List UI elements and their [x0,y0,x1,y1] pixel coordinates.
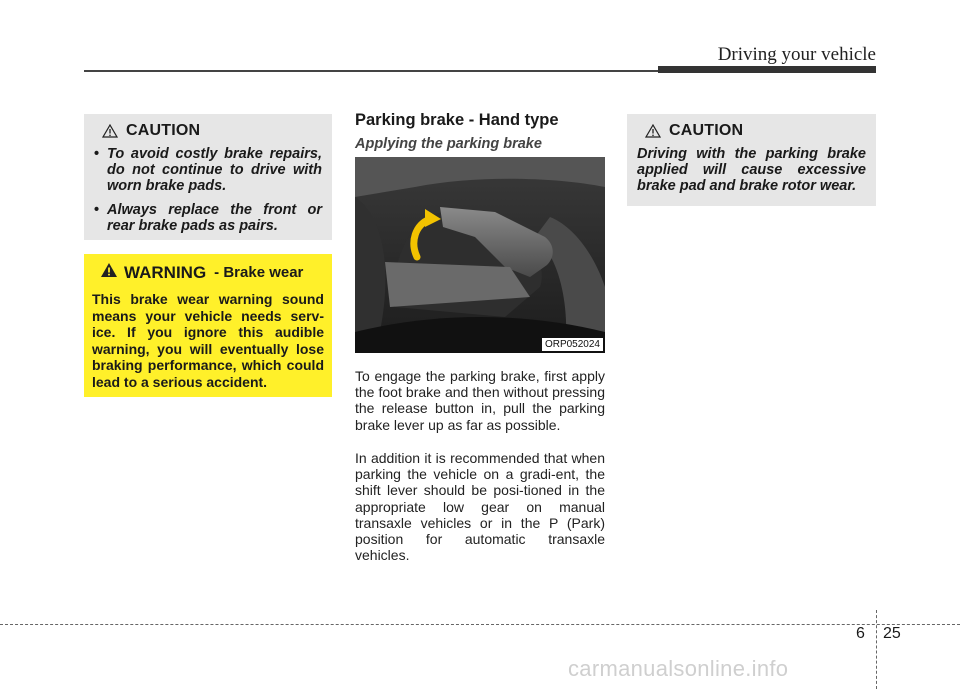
body-paragraph: In addition it is recommended that when parking the vehicle on a gradi-ent, the shift lever should be posi-tioned in the appropriate low gear on manual transaxle vehicles or in the P (Park) position for automatic transaxle vehicles. [355,450,605,564]
photo-label: ORP052024 [542,338,603,351]
header-rule [84,70,658,72]
warning-subtitle: - Brake wear [214,264,304,281]
bullet-icon: • [94,146,100,162]
warning-triangle-icon [100,262,118,283]
caution-item-text: Always replace the front or rear brake pads as pairs. [107,202,322,234]
caution-box-parking-brake [627,114,876,206]
header-rule-accent [658,66,876,73]
chapter-number: 6 [856,625,865,642]
warning-box-brake-wear [84,254,332,397]
body-paragraph: To engage the parking brake, first apply the foot brake and then without pressing the release button in, pull the parking brake lever up as far as possible. [355,368,605,433]
caution-box-brake-pads [84,114,332,240]
bullet-icon: • [94,202,100,218]
caution-title: CAUTION [126,122,201,139]
parking-brake-illustration [355,157,605,353]
footer-rule [0,624,960,625]
caution-item-text: To avoid costly brake repairs, do not continue to drive with worn brake pads. [107,146,322,194]
section-title: Parking brake - Hand type [355,111,559,129]
warning-text: This brake wear warning sound means your vehicle needs serv-ice. If you ignore this audible warning, you will eventually lose braking performance, which could lead to a serious accident. [92,291,324,390]
caution-triangle-icon [102,124,118,138]
caution-list [94,146,322,234]
caution-text: Driving with the parking brake applied will cause excessive brake pad and brake rotor wear. [637,146,866,194]
page-number-divider [876,610,877,689]
caution-title: CAUTION [669,122,744,139]
watermark: carmanualsonline.info [568,656,789,681]
warning-title: WARNING [124,262,207,282]
parking-brake-photo [355,157,605,353]
caution-item [94,202,322,234]
caution-item [94,146,322,194]
header-title: Driving your vehicle [717,44,876,65]
warning-header [92,262,324,283]
section-subtitle: Applying the parking brake [355,136,542,152]
caution-header [94,122,322,140]
page-number: 25 [883,625,901,642]
caution-header [637,122,866,140]
caution-triangle-icon [645,124,661,138]
